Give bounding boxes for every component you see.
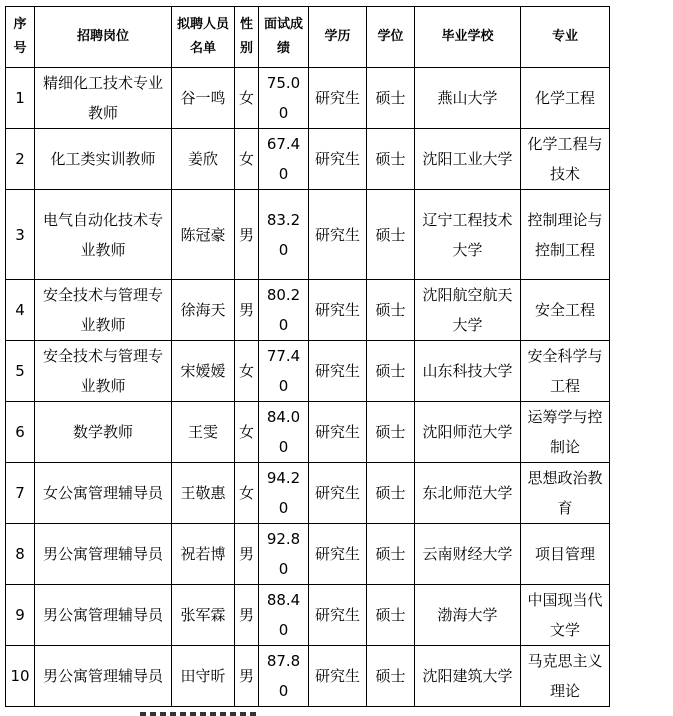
cell-position: 男公寓管理辅导员: [35, 524, 172, 585]
cell-school: 沈阳师范大学: [415, 402, 521, 463]
cell-major: 安全工程: [521, 280, 610, 341]
cell-school: 辽宁工程技术大学: [415, 190, 521, 280]
header-no: 序号: [6, 7, 35, 68]
cell-no: 8: [6, 524, 35, 585]
cell-degree: 硕士: [367, 524, 415, 585]
cell-degree: 硕士: [367, 341, 415, 402]
table-row: [6, 280, 610, 341]
header-education: 学历: [309, 7, 367, 68]
cell-education: 研究生: [309, 190, 367, 280]
cell-school: 沈阳工业大学: [415, 129, 521, 190]
cell-score: 75.00: [259, 68, 309, 129]
cell-score: 88.40: [259, 585, 309, 646]
cell-position: 女公寓管理辅导员: [35, 463, 172, 524]
cell-score: 67.40: [259, 129, 309, 190]
cell-education: 研究生: [309, 646, 367, 707]
header-degree: 学位: [367, 7, 415, 68]
cell-sex: 女: [235, 341, 259, 402]
cell-sex: 女: [235, 463, 259, 524]
cell-major: 安全科学与工程: [521, 341, 610, 402]
cell-position: 精细化工技术专业教师: [35, 68, 172, 129]
table-row: [6, 585, 610, 646]
cell-sex: 男: [235, 280, 259, 341]
cell-name: 谷一鸣: [172, 68, 235, 129]
cell-position: 安全技术与管理专业教师: [35, 280, 172, 341]
cell-name: 祝若博: [172, 524, 235, 585]
cell-sex: 男: [235, 524, 259, 585]
table-row: [6, 68, 610, 129]
table-row: [6, 524, 610, 585]
cell-degree: 硕士: [367, 190, 415, 280]
cell-degree: 硕士: [367, 585, 415, 646]
cell-name: 张军霖: [172, 585, 235, 646]
cell-name: 徐海天: [172, 280, 235, 341]
cell-school: 云南财经大学: [415, 524, 521, 585]
table-row: [6, 129, 610, 190]
cell-degree: 硕士: [367, 68, 415, 129]
cell-education: 研究生: [309, 463, 367, 524]
header-score: 面试成绩: [259, 7, 309, 68]
cell-degree: 硕士: [367, 280, 415, 341]
table-row: [6, 402, 610, 463]
cell-education: 研究生: [309, 280, 367, 341]
cell-no: 5: [6, 341, 35, 402]
cell-major: 运筹学与控制论: [521, 402, 610, 463]
hiring-table: [5, 6, 610, 707]
cell-position: 化工类实训教师: [35, 129, 172, 190]
header-sex: 性别: [235, 7, 259, 68]
header-row: [6, 7, 610, 68]
cell-position: 男公寓管理辅导员: [35, 585, 172, 646]
cell-score: 94.20: [259, 463, 309, 524]
cell-no: 6: [6, 402, 35, 463]
cell-sex: 男: [235, 646, 259, 707]
cell-education: 研究生: [309, 341, 367, 402]
cell-no: 4: [6, 280, 35, 341]
cell-school: 燕山大学: [415, 68, 521, 129]
cell-position: 安全技术与管理专业教师: [35, 341, 172, 402]
cell-score: 92.80: [259, 524, 309, 585]
cell-name: 宋嫒嫒: [172, 341, 235, 402]
cell-degree: 硕士: [367, 402, 415, 463]
cell-sex: 女: [235, 402, 259, 463]
cell-no: 2: [6, 129, 35, 190]
cell-degree: 硕士: [367, 463, 415, 524]
cell-education: 研究生: [309, 129, 367, 190]
header-school: 毕业学校: [415, 7, 521, 68]
cell-no: 9: [6, 585, 35, 646]
cell-school: 沈阳航空航天大学: [415, 280, 521, 341]
cell-sex: 男: [235, 190, 259, 280]
cell-name: 陈冠豪: [172, 190, 235, 280]
cell-no: 1: [6, 68, 35, 129]
cell-major: 中国现当代文学: [521, 585, 610, 646]
header-position: 招聘岗位: [35, 7, 172, 68]
cell-name: 姜欣: [172, 129, 235, 190]
cell-no: 3: [6, 190, 35, 280]
cell-sex: 女: [235, 68, 259, 129]
header-major: 专业: [521, 7, 610, 68]
cell-score: 87.80: [259, 646, 309, 707]
table-row: [6, 190, 610, 280]
table-row: [6, 341, 610, 402]
cell-school: 沈阳建筑大学: [415, 646, 521, 707]
cell-score: 83.20: [259, 190, 309, 280]
cell-school: 渤海大学: [415, 585, 521, 646]
cell-score: 80.20: [259, 280, 309, 341]
cell-degree: 硕士: [367, 646, 415, 707]
cropped-text-fragment: [140, 712, 260, 716]
table-row: [6, 646, 610, 707]
cell-no: 10: [6, 646, 35, 707]
cell-sex: 女: [235, 129, 259, 190]
cell-major: 化学工程: [521, 68, 610, 129]
cell-education: 研究生: [309, 524, 367, 585]
cell-major: 化学工程与技术: [521, 129, 610, 190]
cell-position: 电气自动化技术专业教师: [35, 190, 172, 280]
cell-name: 王雯: [172, 402, 235, 463]
table-row: [6, 463, 610, 524]
cell-education: 研究生: [309, 585, 367, 646]
cell-name: 王敬惠: [172, 463, 235, 524]
cell-education: 研究生: [309, 402, 367, 463]
cell-sex: 男: [235, 585, 259, 646]
cell-major: 思想政治教育: [521, 463, 610, 524]
cell-no: 7: [6, 463, 35, 524]
cell-position: 数学教师: [35, 402, 172, 463]
cell-school: 东北师范大学: [415, 463, 521, 524]
cell-score: 84.00: [259, 402, 309, 463]
cell-degree: 硕士: [367, 129, 415, 190]
cell-score: 77.40: [259, 341, 309, 402]
cell-position: 男公寓管理辅导员: [35, 646, 172, 707]
header-name: 拟聘人员名单: [172, 7, 235, 68]
cell-major: 马克思主义理论: [521, 646, 610, 707]
cell-name: 田守昕: [172, 646, 235, 707]
cell-school: 山东科技大学: [415, 341, 521, 402]
cell-major: 控制理论与控制工程: [521, 190, 610, 280]
cell-education: 研究生: [309, 68, 367, 129]
cell-major: 项目管理: [521, 524, 610, 585]
